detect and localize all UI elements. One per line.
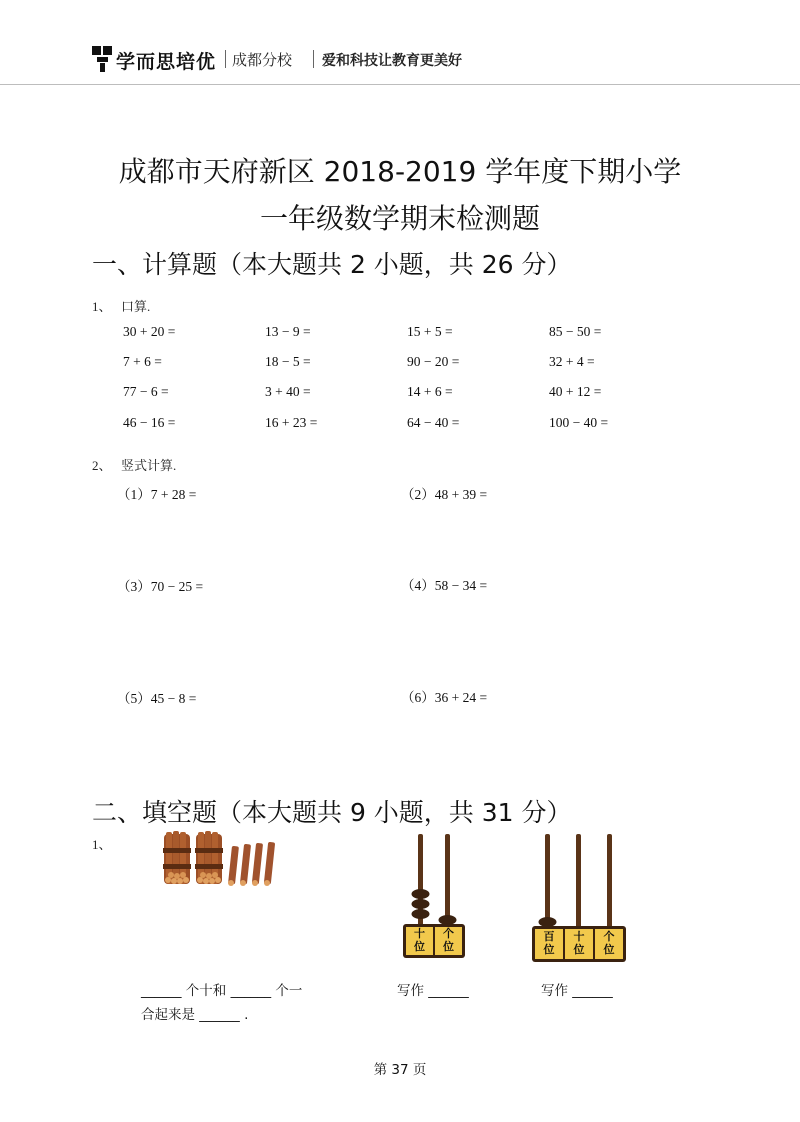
counting-sticks-illustration xyxy=(160,828,282,888)
section-heading-calculation: 一、计算题（本大题共 2 小题，共 26 分） xyxy=(92,250,572,279)
vertical-calc-item: （2）48 + 39 = xyxy=(401,487,488,502)
oral-calc-item: 40 + 12 = xyxy=(549,384,602,399)
stick-bundle-icon xyxy=(195,831,223,884)
brand-logo-icon xyxy=(92,46,114,72)
abacus-label-hundreds: 百 位 xyxy=(543,930,555,956)
oral-calc-item: 3 + 40 = xyxy=(265,384,311,399)
question-label: 竖式计算. xyxy=(121,458,177,473)
oral-calc-item: 15 + 5 = xyxy=(407,324,453,339)
brand-name: 学而思培优 xyxy=(116,51,217,73)
single-stick-icon xyxy=(252,843,263,886)
vertical-calc-item: （5）45 − 8 = xyxy=(117,691,197,706)
page-title-line1: 成都市天府新区 2018-2019 学年度下期小学 xyxy=(118,155,682,188)
section-heading-fill-blank: 二、填空题（本大题共 9 小题，共 31 分） xyxy=(92,798,572,827)
brand-slogan: 爱和科技让教育更美好 xyxy=(322,53,462,69)
single-stick-icon xyxy=(240,844,251,886)
fill-blank-text: ______ 个十和 ______ 个一 xyxy=(141,983,303,999)
abacus-label-tens: 十 位 xyxy=(573,930,585,956)
question-number: 1、 xyxy=(92,299,112,314)
oral-calc-item: 64 − 40 = xyxy=(407,415,460,430)
header-separator xyxy=(225,50,226,68)
brand-branch: 成都分校 xyxy=(232,51,293,69)
question-number: 2、 xyxy=(92,458,112,473)
vertical-calc-item: （1）7 + 28 = xyxy=(117,487,197,502)
header-separator xyxy=(313,50,314,68)
question-label: 口算. xyxy=(121,299,151,314)
oral-calc-item: 16 + 23 = xyxy=(265,415,318,430)
question-number: 1、 xyxy=(92,837,112,852)
abacus-three-place xyxy=(532,832,626,962)
vertical-calc-item: （4）58 − 34 = xyxy=(401,578,488,593)
single-stick-icon xyxy=(228,846,239,886)
oral-calc-item: 90 − 20 = xyxy=(407,354,460,369)
oral-calc-item: 77 − 6 = xyxy=(123,384,169,399)
page-title-line2: 一年级数学期末检测题 xyxy=(259,202,540,235)
oral-calc-item: 7 + 6 = xyxy=(123,354,162,369)
abacus-label-ones: 个 位 xyxy=(603,930,615,956)
abacus-two-place xyxy=(403,832,465,958)
vertical-calc-item: （6）36 + 24 = xyxy=(401,690,488,705)
header-rule xyxy=(0,84,800,85)
fill-blank-text: 合起来是 ______ . xyxy=(141,1007,249,1023)
oral-calc-item: 30 + 20 = xyxy=(123,324,176,339)
abacus-label-ones: 个 位 xyxy=(443,927,454,953)
stick-bundle-icon xyxy=(163,831,191,884)
oral-calc-item: 14 + 6 = xyxy=(407,384,453,399)
oral-calc-item: 85 − 50 = xyxy=(549,324,602,339)
oral-calc-item: 18 − 5 = xyxy=(265,354,311,369)
oral-calc-item: 100 − 40 = xyxy=(549,415,609,430)
abacus-label-tens: 十 位 xyxy=(414,927,425,953)
oral-calc-item: 32 + 4 = xyxy=(549,354,595,369)
oral-calc-item: 13 − 9 = xyxy=(265,324,311,339)
fill-blank-text: 写作 ______ xyxy=(397,983,469,999)
fill-blank-text: 写作 ______ xyxy=(541,983,613,999)
vertical-calc-item: （3）70 − 25 = xyxy=(117,579,204,594)
oral-calc-item: 46 − 16 = xyxy=(123,415,176,430)
page-number: 第 37 页 xyxy=(373,1062,427,1078)
single-stick-icon xyxy=(264,842,275,886)
